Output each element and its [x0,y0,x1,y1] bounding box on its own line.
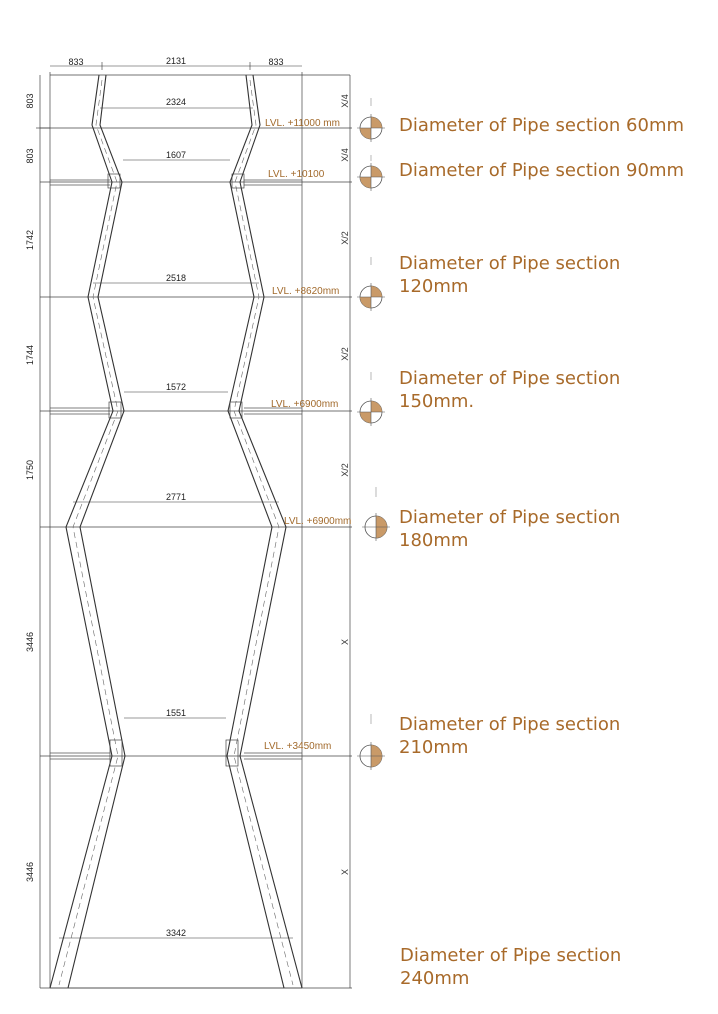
caption-line: Diameter of Pipe section [399,253,621,274]
level-lines [40,128,352,988]
caption-pipe-60 [399,114,684,137]
right-column-centerline [234,80,293,985]
level-label-5: LVL. +6900mm [284,516,352,527]
caption-line: 240mm [400,968,470,989]
caption-line: Diameter of Pipe section 60mm [399,115,685,136]
caption-pipe-90 [399,159,684,182]
width-label-5: 2771 [165,492,187,502]
left-dim-5: 1750 [25,459,35,481]
section-symbol-4 [357,372,385,426]
caption-line: Diameter of Pipe section [399,714,621,735]
ratio-label-5: X/2 [340,463,350,477]
section-symbol-1 [357,98,385,142]
caption-line: 150mm. [399,391,475,412]
frame-lines [36,72,350,988]
left-column [50,75,125,988]
level-slabs [50,180,302,759]
width-label-1: 2324 [165,97,187,107]
caption-line: 120mm [399,276,469,297]
ratio-label-6: X [340,638,350,646]
caption-pipe-180 [399,506,620,552]
width-label-7: 3342 [165,928,187,938]
level-label-2: LVL. +10100 [268,169,325,180]
width-label-6: 1551 [165,708,187,718]
ratio-label-7: X [340,868,350,876]
level-label-6: LVL. +3450mm [264,741,332,752]
left-dim-2: 803 [25,148,35,164]
width-label-3: 2518 [165,273,187,283]
level-label-1: LVL. +11000 mm [265,118,340,129]
width-dimension-lines [59,108,293,938]
ratio-label-4: X/2 [340,347,350,361]
left-column-centerline [59,80,118,985]
section-symbol-5 [362,487,390,541]
width-label-2: 1607 [165,150,187,160]
width-label-4: 1572 [165,382,187,392]
caption-pipe-120 [399,252,620,298]
ratio-label-3: X/2 [340,231,350,245]
caption-pipe-240 [400,944,621,990]
top-dim-middle: 2131 [165,56,187,66]
left-dim-7: 3446 [25,861,35,883]
caption-line: Diameter of Pipe section [399,368,621,389]
left-dim-4: 1744 [25,344,35,366]
ratio-label-1: X/4 [340,94,350,108]
left-dim-3: 1742 [25,229,35,251]
joint-boxes [108,174,244,766]
caption-line: Diameter of Pipe section [400,945,622,966]
section-symbols [357,98,390,770]
left-dim-1: 803 [25,93,35,109]
section-symbol-3 [357,257,385,311]
right-column [227,75,302,988]
section-symbol-6 [357,714,385,770]
caption-pipe-210 [399,713,620,759]
caption-line: Diameter of Pipe section 90mm [399,160,685,181]
caption-line: 180mm [399,530,469,551]
caption-line: Diameter of Pipe section [399,507,621,528]
ratio-label-2: X/4 [340,148,350,162]
top-dim-right: 833 [268,57,284,67]
caption-pipe-150 [399,367,620,413]
level-label-3: LVL. +8620mm [272,286,340,297]
caption-line: 210mm [399,737,469,758]
level-label-4: LVL. +6900mm [271,399,339,410]
section-symbol-2 [357,155,385,191]
left-dim-6: 3446 [25,631,35,653]
top-dim-left: 833 [68,57,84,67]
